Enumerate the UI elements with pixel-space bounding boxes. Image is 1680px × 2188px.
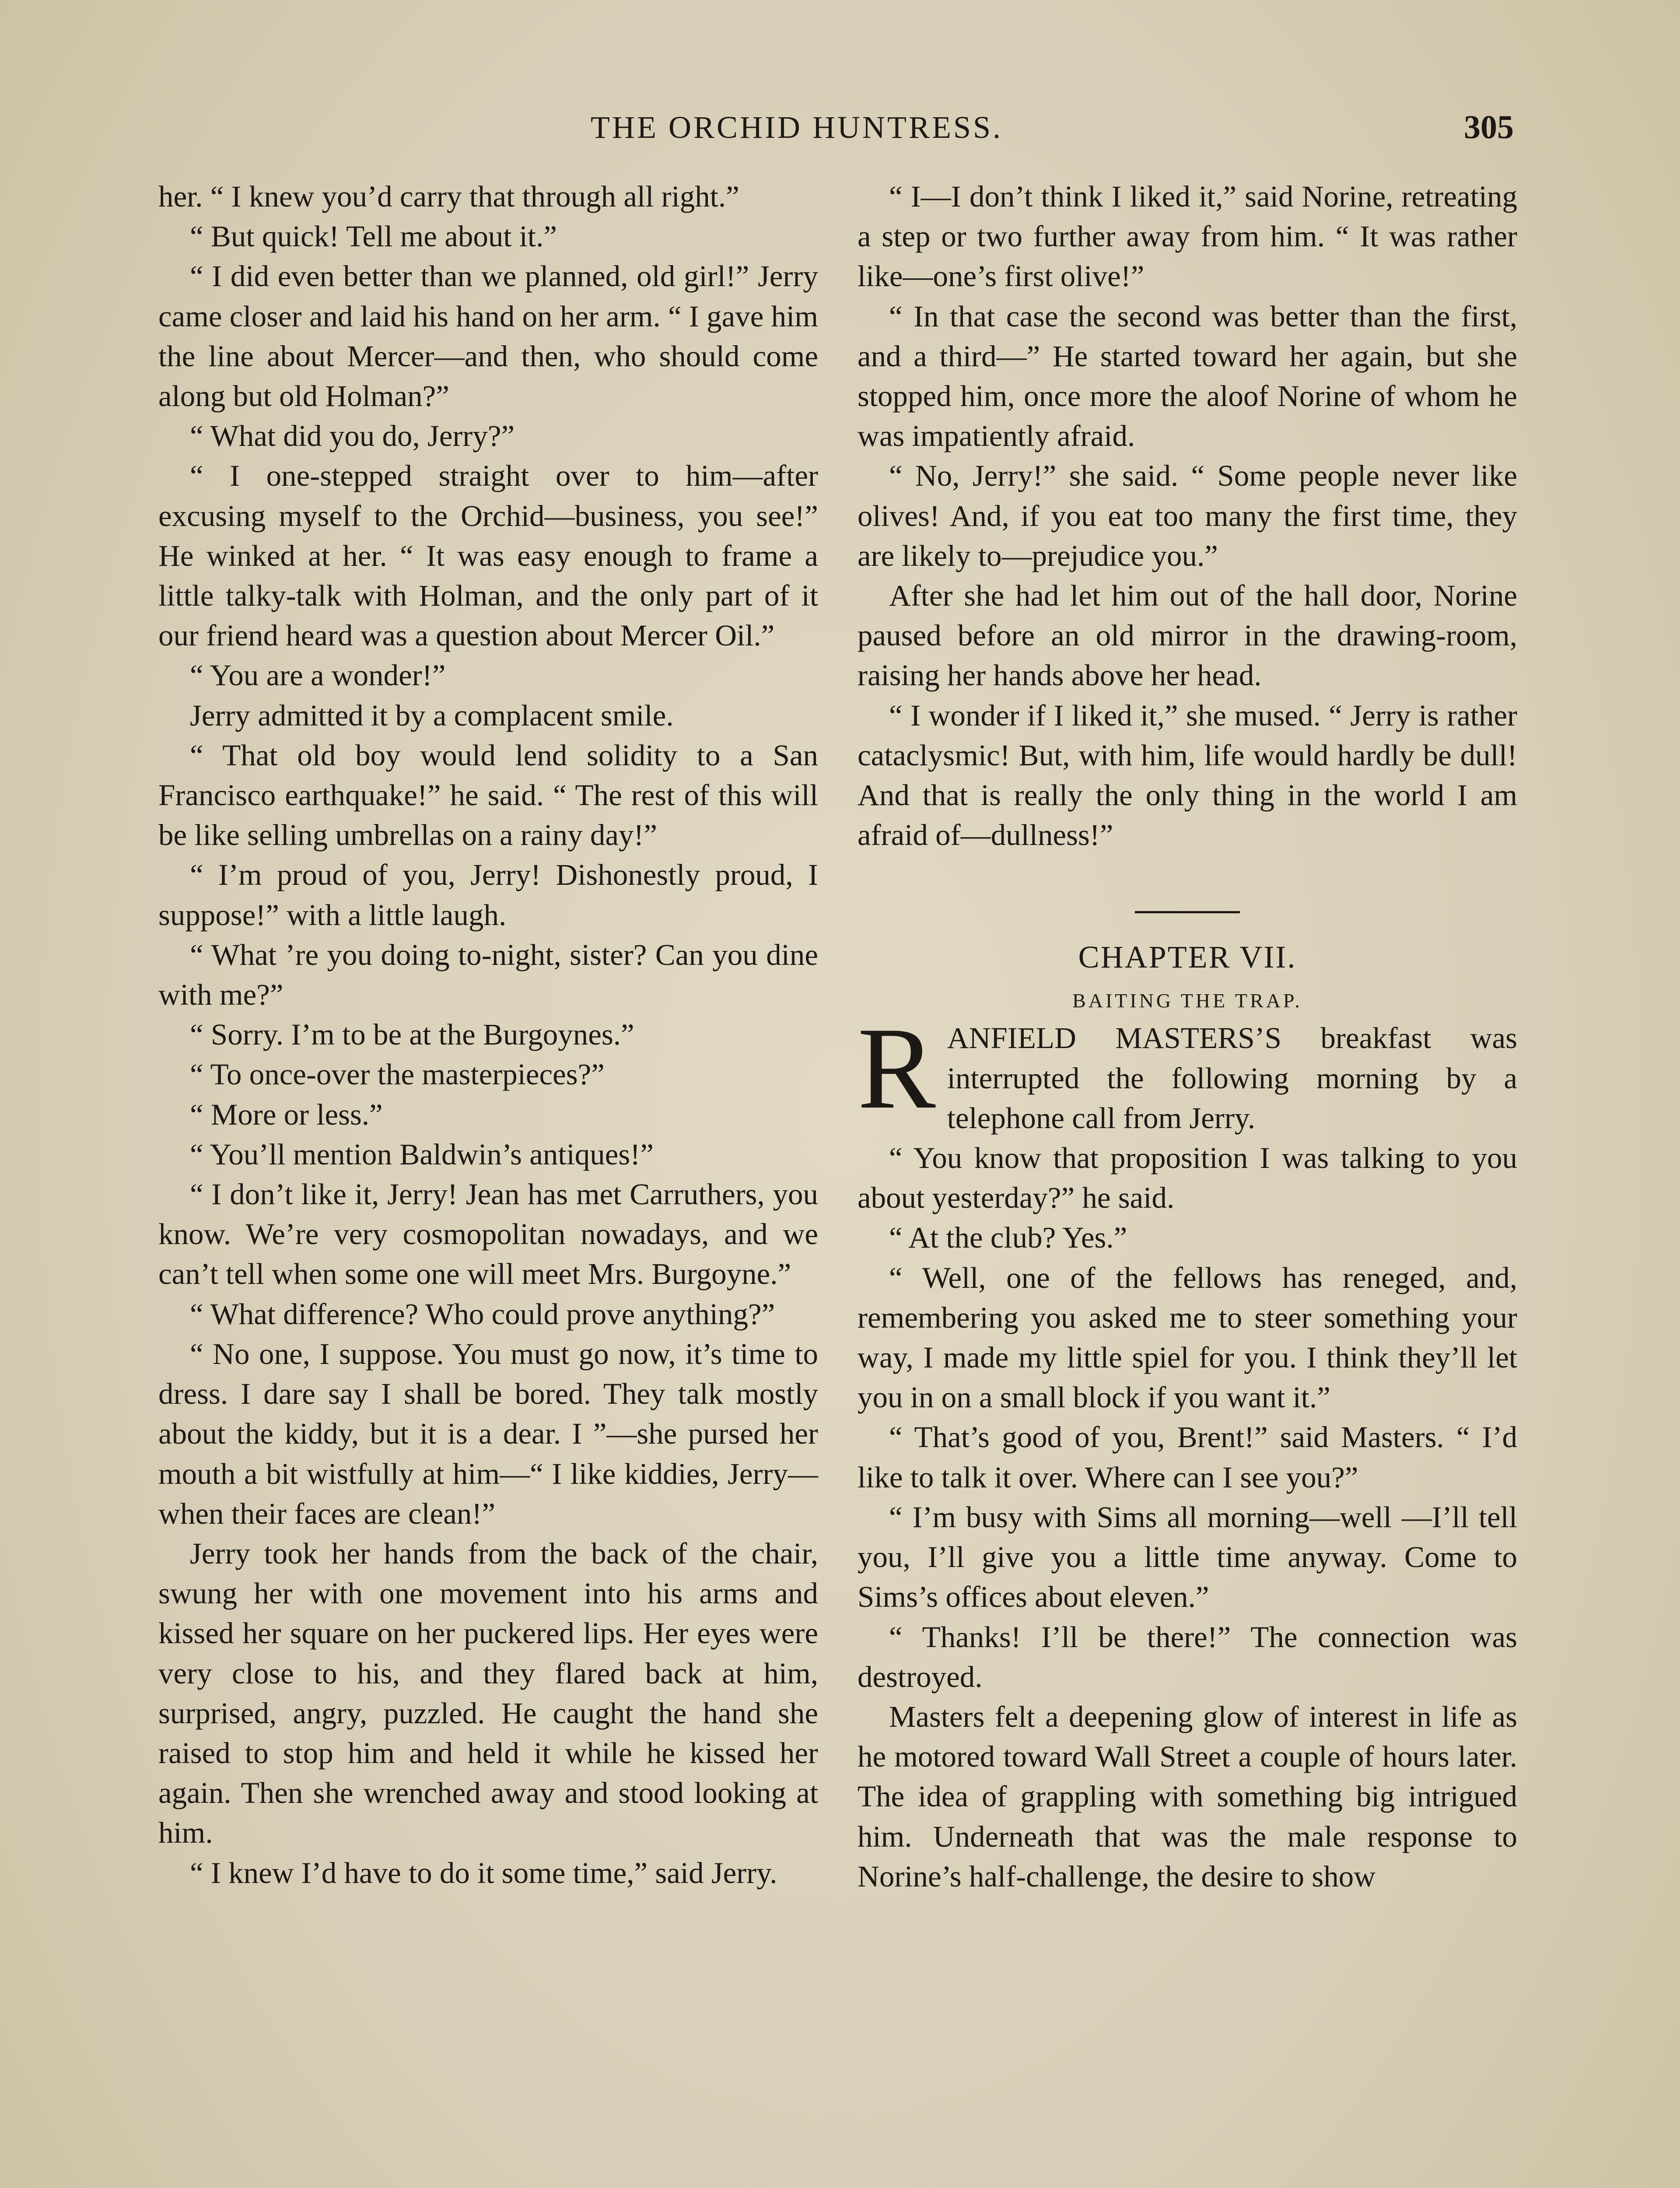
paragraph: “ More or less.” — [190, 1098, 383, 1131]
chapter-opening-paragraph — [858, 1003, 1517, 1138]
left-column — [158, 177, 818, 1893]
paragraph: her. “ I knew you’d carry that through all right.” — [158, 180, 739, 213]
paragraph: Masters felt a deepening glow of interest in life as he motored toward Wall Street a couple of hours later. The idea of grappling with something big intrigued him. Underneath that was the male response to Norine’s half-challenge, the desire to show — [858, 1700, 1517, 1893]
paragraph: “ To once-over the masterpieces?” — [190, 1058, 605, 1091]
paragraph: “ You know that proposition I was talking to you about yesterday?” he said. — [858, 1141, 1517, 1215]
page-header — [591, 103, 1514, 151]
paragraph: “ Well, one of the fellows has reneged, and, remembering you asked me to steer something your way, I made my little spiel for you. I think they’ll let you in on a small block if you want it.” — [858, 1261, 1517, 1414]
paragraph: “ I don’t like it, Jerry! Jean has met Carruthers, you know. We’re very cosmopolitan nowadays, and we can’t tell when some one will meet Mrs. Burgoyne.” — [158, 1178, 818, 1291]
paragraph: “ You’ll mention Baldwin’s antiques!” — [190, 1137, 654, 1171]
paragraph: “ I—I don’t think I liked it,” said Norine, retreating a step or two further away from him. “ It was rather like—one’s first olive!” — [858, 180, 1517, 293]
paragraph: “ What ’re you doing to-night, sister? Can you dine with me?” — [158, 938, 818, 1012]
paragraph: “ At the club? Yes.” — [889, 1221, 1127, 1255]
page-number: 305 — [1464, 109, 1514, 146]
paragraph: “ I wonder if I liked it,” she mused. “ Jerry is rather cataclysmic! But, with him, life would hardly be dull! And that is really the only thing in the world I am afraid of—dullness!” — [858, 698, 1517, 852]
chapter-subtitle: BAITING THE TRAP. — [1072, 989, 1302, 1012]
paragraph: “ I did even better than we planned, old girl!” Jerry came closer and laid his hand on her arm. “ I gave him the line about Mercer—and then, who should come along but old Holman?” — [158, 259, 818, 413]
paragraph: “ No, Jerry!” she said. “ Some people never like olives! And, if you eat too many the first time, they are likely to—prejudice you.” — [858, 459, 1517, 572]
paragraph: “ Thanks! I’ll be there!” The connection was destroyed. — [858, 1620, 1517, 1694]
opening-text: ANFIELD MASTERS’S breakfast was interrupted the following morning by a telephone call from Jerry. — [947, 1021, 1517, 1135]
right-column — [858, 177, 1517, 1897]
paragraph: “ I knew I’d have to do it some time,” said Jerry. — [190, 1856, 777, 1890]
chapter-title: CHAPTER VII. — [1078, 940, 1297, 975]
paragraph: Jerry took her hands from the back of the chair, swung her with one movement into his arms and kissed her square on her puckered lips. Her eyes were very close to his, and they flared back at him, surprised, angry, puzzled. He caught the hand she raised to stop him and held it while he kissed her again. Then she wrenched away and stood looking at him. — [158, 1536, 818, 1850]
paragraph: Jerry admitted it by a complacent smile. — [190, 698, 674, 732]
paragraph: “ Sorry. I’m to be at the Burgoynes.” — [190, 1018, 634, 1052]
paragraph: “ That’s good of you, Brent!” said Masters. “ I’d like to talk it over. Where can I see you?” — [858, 1420, 1517, 1494]
paragraph: “ What difference? Who could prove anything?” — [190, 1297, 775, 1331]
drop-cap: R — [858, 1003, 936, 1133]
chapter-divider — [1135, 911, 1240, 913]
paragraph: “ But quick! Tell me about it.” — [190, 220, 557, 253]
paragraph: “ In that case the second was better than the first, and a third—” He started toward her again, but she stopped him, once more the aloof Norine of whom he was impatiently afraid. — [858, 299, 1517, 453]
paragraph: After she had let him out of the hall door, Norine paused before an old mirror in the drawing-room, raising her hands above her head. — [858, 579, 1517, 692]
paragraph: “ I’m proud of you, Jerry! Dishonestly proud, I suppose!” with a little laugh. — [158, 858, 818, 932]
paragraph: “ I one-stepped straight over to him—after excusing myself to the Orchid—business, you see!” He winked at her. “ It was easy enough to frame a little talky-talk with Holman, and the only part of it our friend heard was a question about Mercer Oil.” — [158, 459, 818, 652]
paragraph: “ You are a wonder!” — [190, 659, 446, 692]
paragraph: “ I’m busy with Sims all morning—well —I’ll tell you, I’ll give you a little time anyway. Come to Sims’s offices about eleven.” — [858, 1500, 1517, 1614]
paragraph: “ No one, I suppose. You must go now, it’s time to dress. I dare say I shall be bored. They talk mostly about the kiddy, but it is a dear. I ”—she pursed her mouth a bit wistfully at him—“ I like kiddies, Jerry—when their faces are clean!” — [158, 1337, 818, 1530]
paragraph: “ That old boy would lend solidity to a San Francisco earthquake!” he said. “ The rest of this will be like selling umbrellas on a rainy day!” — [158, 738, 818, 852]
running-title: THE ORCHID HUNTRESS. — [591, 110, 1003, 145]
paragraph: “ What did you do, Jerry?” — [190, 419, 515, 453]
